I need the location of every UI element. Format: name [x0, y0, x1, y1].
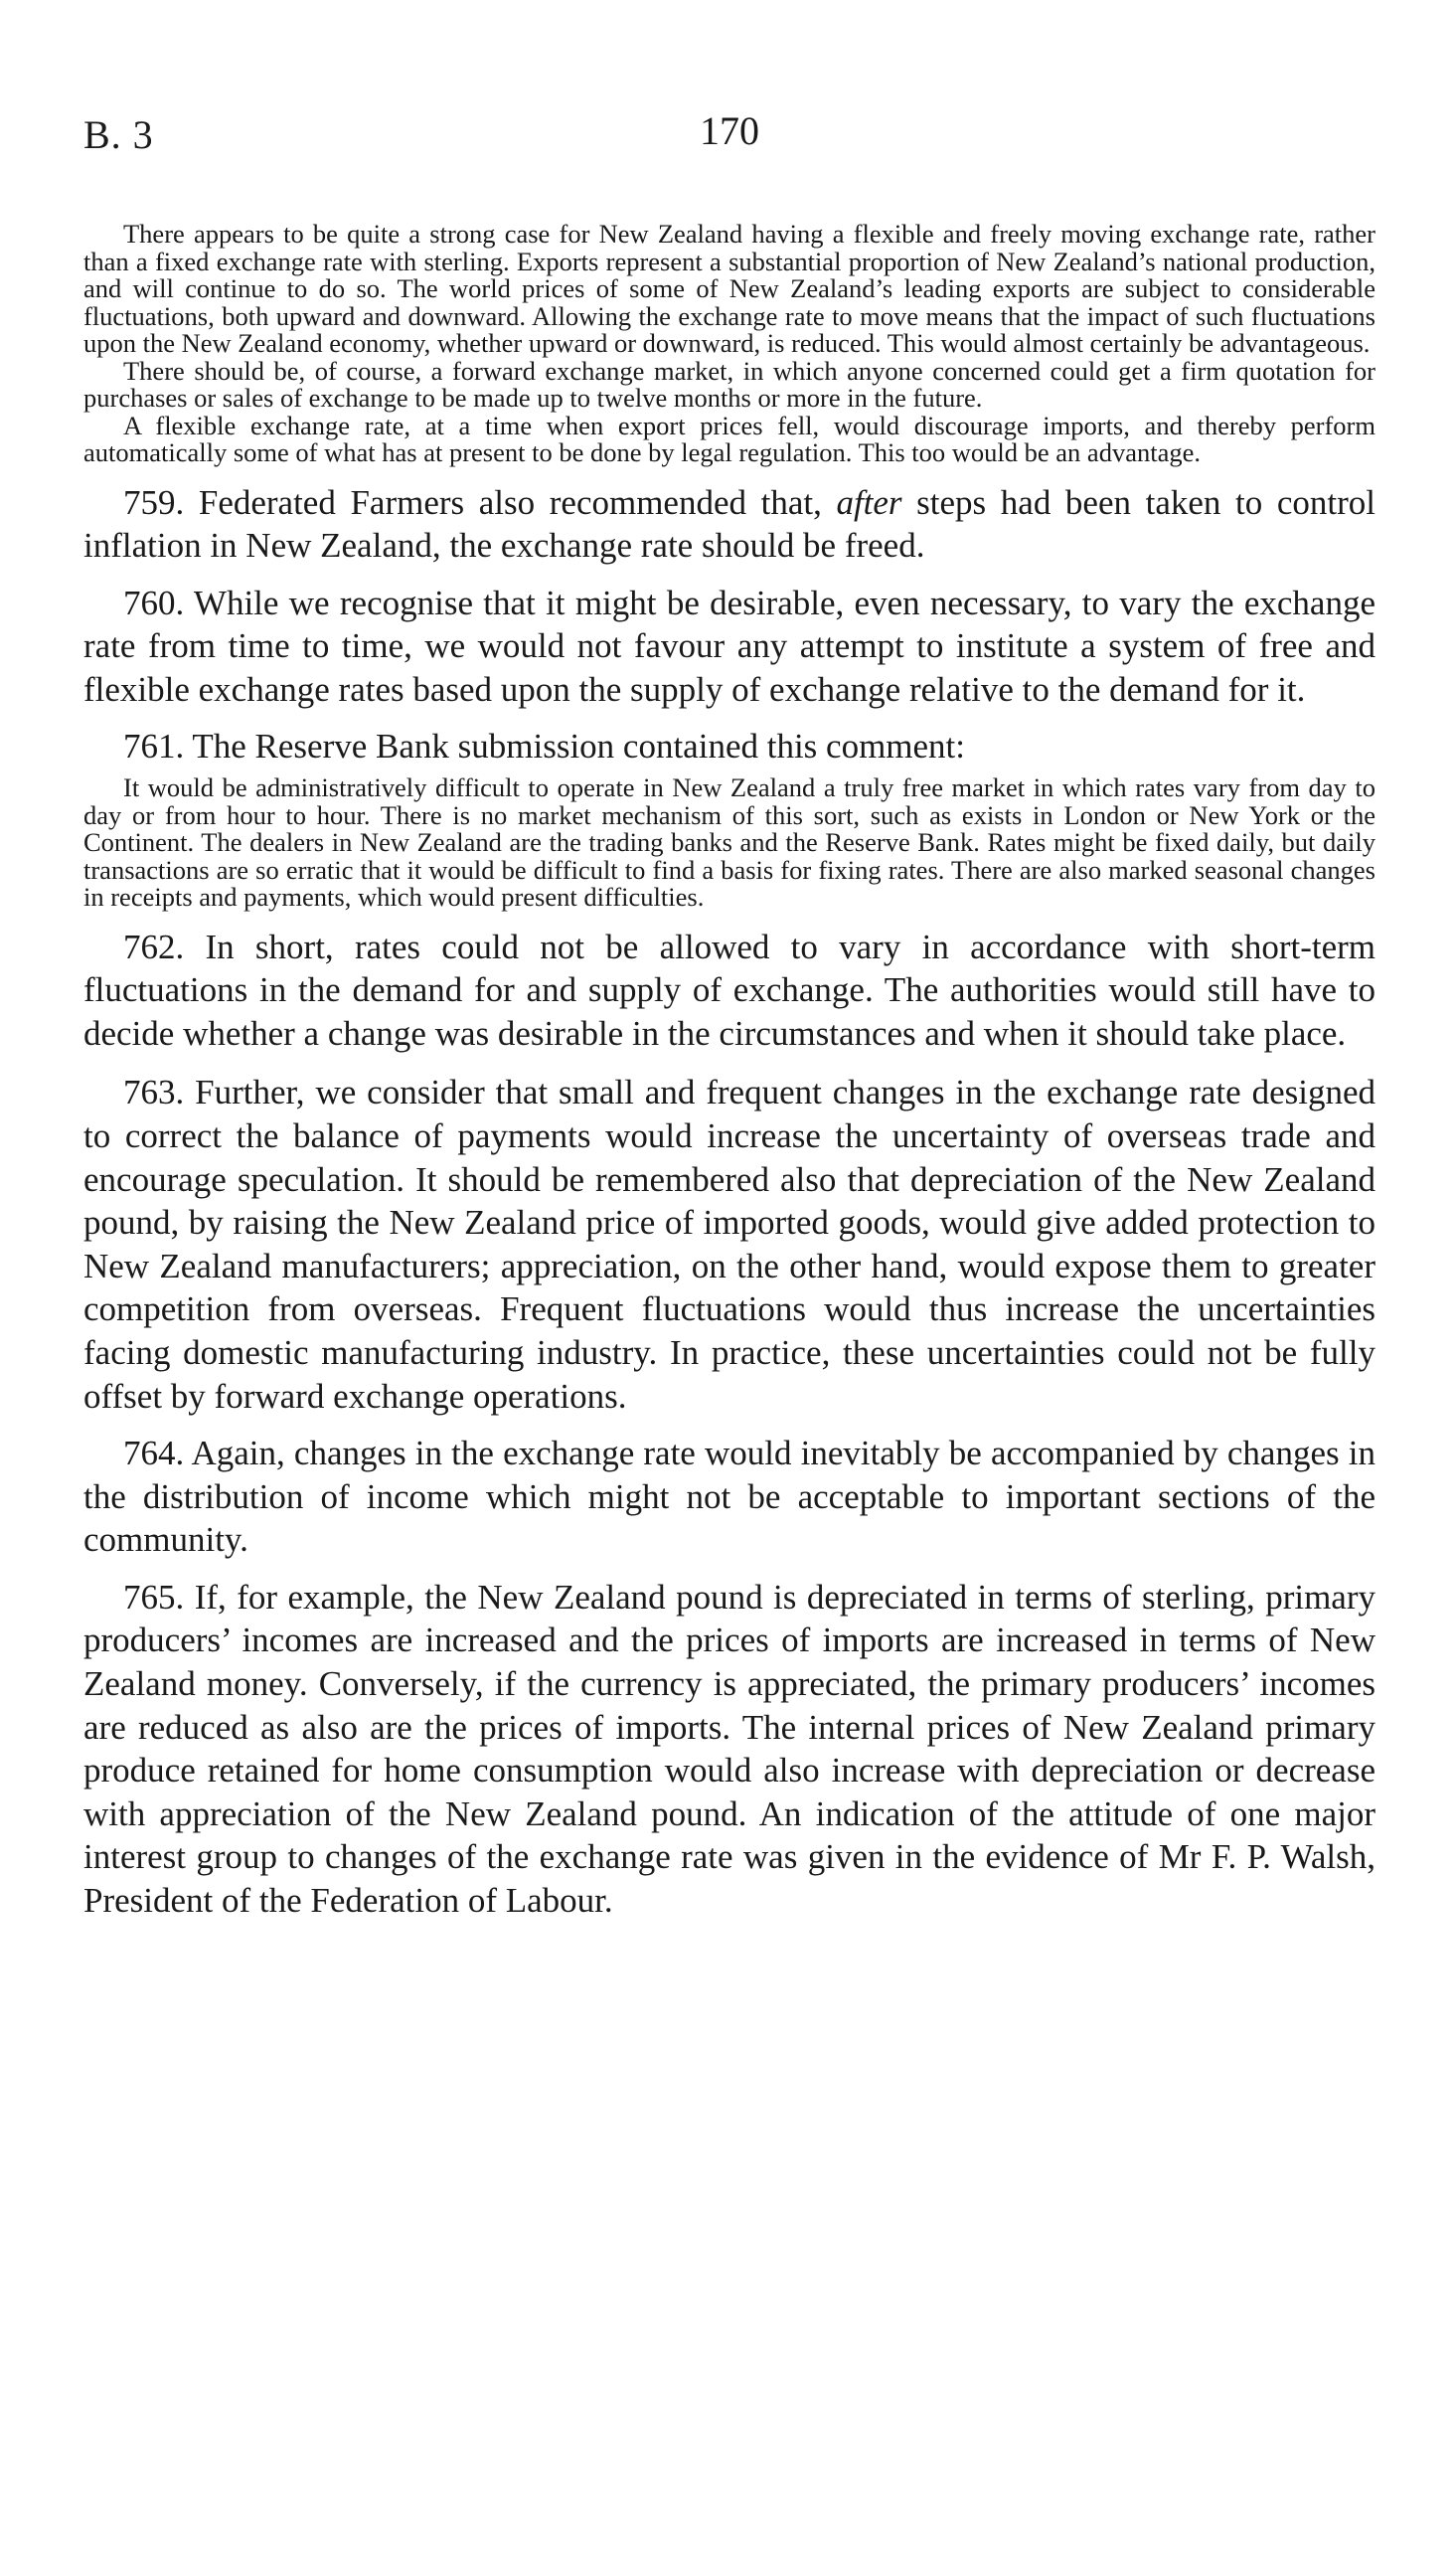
reserve-bank-quote: [83, 774, 1375, 912]
paragraph-763: 763. Further, we consider that small and frequent changes in the exchange rate designed to correct the balance of payments would increase the uncertainty of overseas trade and encourage speculation. It should be remembered also that depreciation of the New Zealand pound, by raising the New Zealand price of imported goods, would give added protection to New Zealand manufacturers; appreciation, on the other hand, would expose them to greater competition from overseas. Frequent fluctuations would thus increase the uncertainties facing domestic manufacturing industry. In practice, these uncertainties could not be fully offset by forward exchange operations.: [83, 1073, 1375, 1416]
quote-paragraph: There appears to be quite a strong case for New Zealand having a flexible and freely moving exchange rate, rather than a fixed exchange rate with sterling. Exports represent a substantial proportion of New Zealand’s national production, and will continue to do so. The world prices of some of New Zealand’s leading exports are subject to considerable fluctuations, both upward and downward. Allowing the exchange rate to move means that the impact of such fluctuations upon the New Zealand economy, whether upward or downward, is reduced. This would almost certainly be advantageous.: [83, 219, 1375, 358]
document-page: [83, 99, 1375, 1923]
paragraph-759-text-a: 759. Federated Farmers also recommended that,: [123, 482, 837, 522]
paragraph-759: [83, 481, 1375, 568]
quote-paragraph: It would be administratively difficult to operate in New Zealand a truly free market in which rates vary from day to day or from hour to hour. There is no market mechanism of this sort, such as exists in London or New York or the Continent. The dealers in New Zealand are the trading banks and the Reserve Bank. Rates might be fixed daily, but daily transactions are so erratic that it would be difficult to find a basis for fixing rates. There are also marked seasonal changes in receipts and payments, which would present difficulties.: [83, 772, 1375, 913]
paragraph-761: 761. The Reserve Bank submission contained this comment:: [123, 727, 966, 767]
paragraph-764: 764. Again, changes in the exchange rate would inevitably be accompanied by changes in the distribution of income which might not be acceptable to important sections of the community.: [83, 1434, 1375, 1560]
paragraph-760: 760. While we recognise that it might be desirable, even necessary, to vary the exchange rate from time to time, we would not favour any attempt to institute a system of free and flexible exchange rates based upon the supply of exchange relative to the demand for it.: [83, 583, 1375, 709]
paragraph-759-text-b: steps had been taken to control inflation in New Zealand, the exchange rate should be freed.: [83, 482, 1375, 566]
paragraph-759-emphasis: after: [836, 482, 902, 522]
page-number: 170: [700, 108, 759, 153]
quote-paragraph: There should be, of course, a forward exchange market, in which anyone concerned could get a firm quotation for purchases or sales of exchange to be made up to twelve months or more in the future.: [83, 355, 1375, 413]
document-reference: B. 3: [83, 112, 154, 157]
paragraph-762: 762. In short, rates could not be allowed to vary in accordance with short-term fluctuations in the demand for and supply of exchange. The authorities would still have to decide whether a change was desirable in the circumstances and when it should take place.: [83, 927, 1375, 1053]
page-header: [83, 99, 1375, 169]
paragraph-765: 765. If, for example, the New Zealand pound is depreciated in terms of sterling, primary producers’ incomes are increased and the prices of imports are increased in terms of New Zealand money. Conversely, if the currency is appreciated, the primary producers’ incomes are reduced as also are the prices of imports. The internal prices of New Zealand primary produce retained for home consumption would also increase with depreciation or decrease with appreciation of the New Zealand pound. An indication of the attitude of one major interest group to changes of the exchange rate was given in the evidence of Mr F. P. Walsh, President of the Federation of Labour.: [83, 1577, 1375, 1921]
federated-farmers-quote: [83, 221, 1375, 467]
quote-paragraph: A flexible exchange rate, at a time when export prices fell, would discourage imports, and thereby perform automatically some of what has at present to be done by legal regulation. This too would be an advantage.: [83, 410, 1375, 467]
